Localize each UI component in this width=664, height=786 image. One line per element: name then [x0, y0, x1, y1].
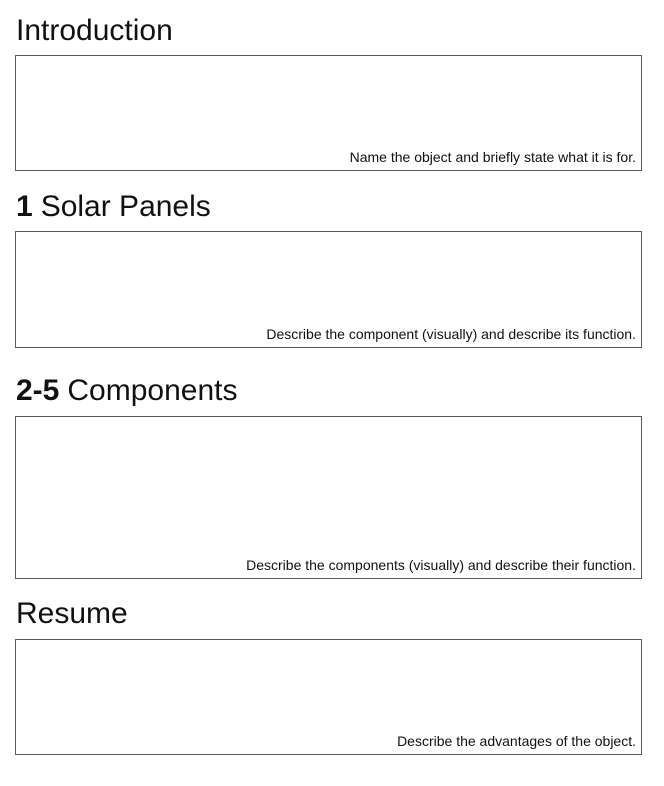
solar-panels-hint: Describe the component (visually) and describe its function. — [266, 326, 636, 342]
section-title: Components — [67, 374, 238, 407]
section-heading-components — [16, 374, 237, 408]
introduction-hint: Name the object and briefly state what it is for. — [349, 149, 636, 165]
resume-text-box[interactable] — [15, 639, 642, 755]
section-number: 1 — [16, 190, 33, 223]
resume-hint: Describe the advantages of the object. — [397, 733, 636, 749]
solar-panels-text-box[interactable] — [15, 231, 642, 348]
section-heading-introduction — [16, 14, 173, 48]
introduction-text-box[interactable] — [15, 55, 642, 171]
section-title: Resume — [16, 597, 128, 630]
components-text-box[interactable] — [15, 416, 642, 579]
section-heading-resume — [16, 597, 128, 631]
section-number: 2-5 — [16, 374, 60, 407]
section-heading-solar-panels — [16, 190, 211, 224]
section-title: Solar Panels — [40, 190, 211, 223]
section-title: Introduction — [16, 14, 173, 47]
components-hint: Describe the components (visually) and describe their function. — [246, 557, 636, 573]
